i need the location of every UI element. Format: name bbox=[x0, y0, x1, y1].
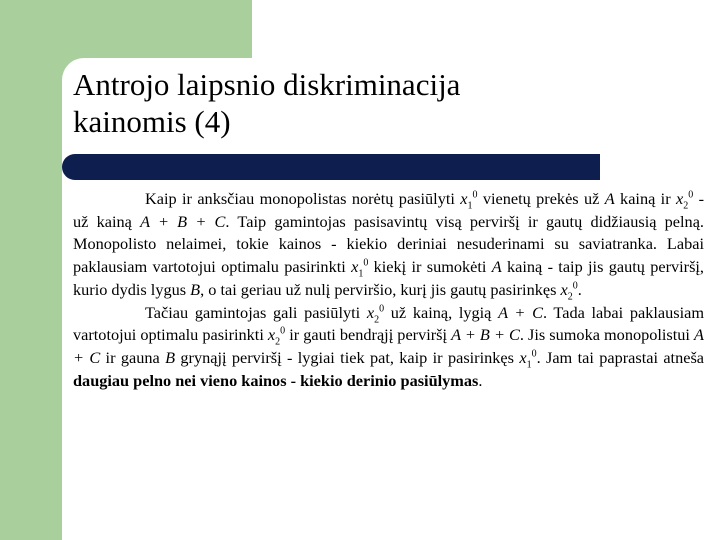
bold-conclusion: daugiau pelno nei vieno kainos - kiekio derinio pasiūlymas bbox=[73, 370, 479, 390]
paragraph-1: Kaip ir anksčiau monopolistas norėtų pasiūlyti $x_1^0$ vienetų prekės už A kainą ir $x_2^0$ - už kainą A + B + C. Taip gamintojas pasisavintų visą perviršį ir gautų didžiausią pelną. Monopolisto nelaimei, tokie kainos - kiekio deriniai nesuderinami su saviatranka. Labai paklausiam vartotojui optimalu pasirinkti $x_1^0$ kiekį ir sumokėti A kainą - taip jis gautų perviršį, kurio dydis lygus B, o tai geriau už nulį perviršio, kurį jis gautų pasirinkęs $x_2^0$. bbox=[73, 189, 705, 303]
paragraph-2: Tačiau gamintojas gali pasiūlyti $x_2^0$ už kainą, lygią A + C. Tada labai paklausiam vartotojui optimalu pasirinkti $x_2^0$ ir gauti bendrąjį perviršį A + B + C. Jis sumoka monopolistui A + C ir gauna B grynąjį perviršį - lygiai tiek pat, kaip ir pasirinkęs $x_1^0$. Jam tai paprastai atneša daugiau pelno nei vieno kainos - kiekio derinio pasiūlymas. bbox=[73, 302, 705, 390]
title-line-2: kainomis (4) bbox=[73, 104, 231, 139]
slide-body bbox=[73, 188, 704, 392]
title-divider-bar bbox=[62, 154, 600, 180]
title-line-1: Antrojo laipsnio diskriminacija bbox=[73, 67, 461, 102]
slide-title bbox=[73, 66, 673, 140]
